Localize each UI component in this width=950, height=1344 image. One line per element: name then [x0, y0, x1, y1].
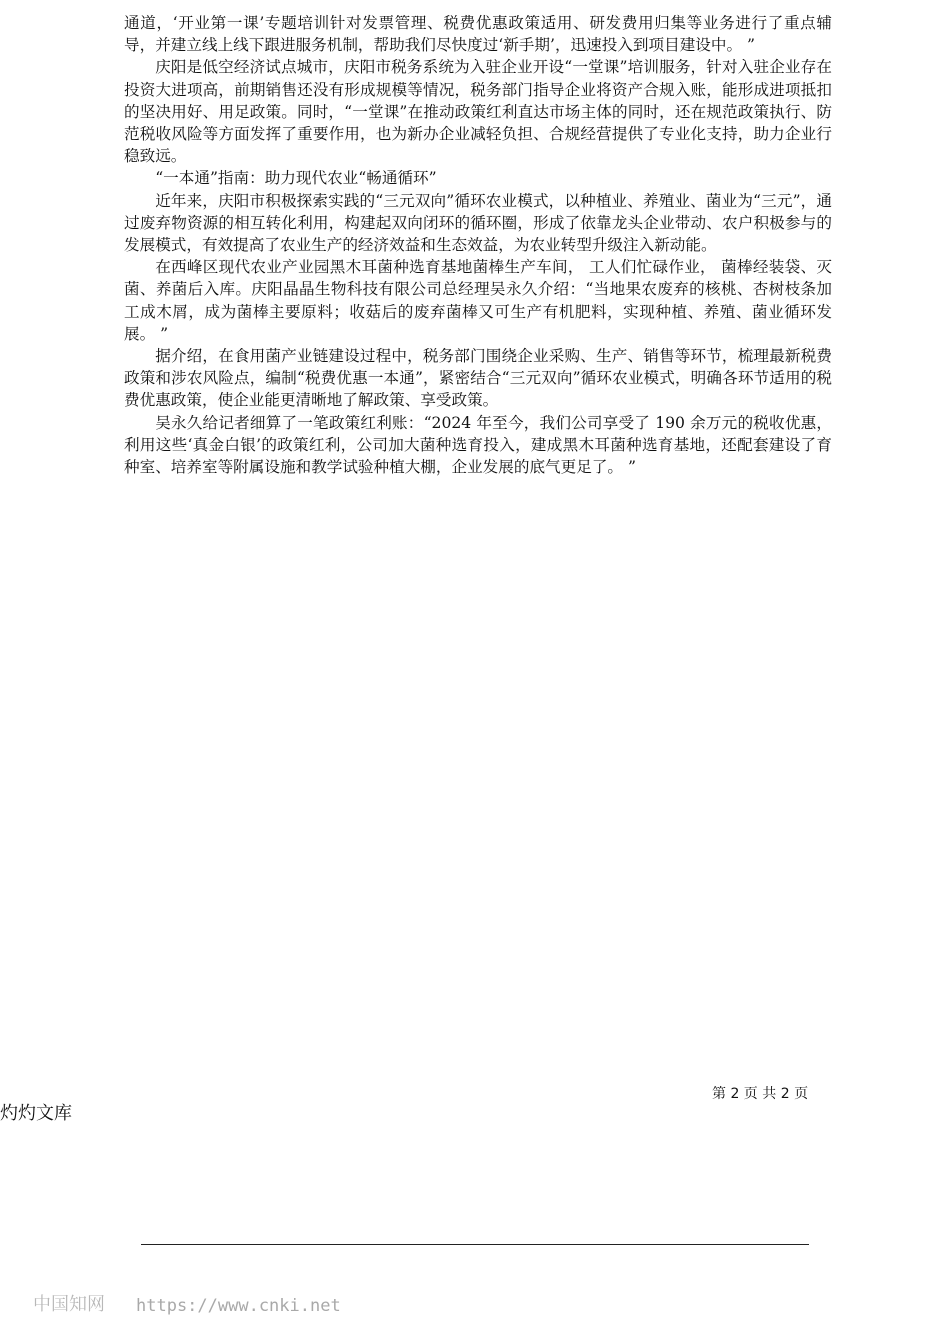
cnki-url[interactable]: https://www.cnki.net	[136, 1296, 341, 1316]
brand-label: 灼灼文库	[0, 1103, 72, 1124]
footer-divider	[141, 1244, 809, 1245]
paragraph-2: 庆阳是低空经济试点城市，庆阳市税务系统为入驻企业开设“一堂课”培训服务，针对入驻企业存在投资大进项高，前期销售还没有形成规模等情况，税务部门指导企业将资产合规入账，能形成进项抵扣的坚决用好、用足政策。同时，“一堂课”在推动政策红利直达市场主体的同时，还在规范政策执行、防范税收风险等方面发挥了重要作用，也为新办企业减轻负担、合规经营提供了专业化支持，助力企业行稳致远。	[124, 58, 832, 166]
section-heading: “一本通”指南：助力现代农业“畅通循环”	[155, 169, 437, 188]
paragraph-5: 据介绍，在食用菌产业链建设过程中，税务部门围绕企业采购、生产、销售等环节，梳理最新税费政策和涉农风险点，编制“税费优惠一本通”，紧密结合“三元双向”循环农业模式，明确各环节适用的税费优惠政策，使企业能更清晰地了解政策、享受政策。	[124, 347, 832, 410]
paragraph-4: 在西峰区现代农业产业园黑木耳菌种选育基地菌棒生产车间， 工人们忙碌作业， 菌棒经装袋、灭菌、养菌后入库。庆阳晶晶生物科技有限公司总经理吴永久介绍：“当地果农废弃的核桃、杏树枝条加工成木屑，成为菌棒主要原料；收菇后的废弃菌棒又可生产有机肥料，实现种植、养殖、菌业循环发展。 ”	[124, 258, 832, 343]
paragraph-1: 通道，‘开业第一课’专题培训针对发票管理、税费优惠政策适用、研发费用归集等业务进行了重点辅导，并建立线上线下跟进服务机制，帮助我们尽快度过‘新手期’，迅速投入到项目建设中。 ”	[124, 14, 832, 55]
page-number: 第 2 页 共 2 页	[712, 1086, 809, 1102]
paragraph-6: 吴永久给记者细算了一笔政策红利账：“2024 年至今，我们公司享受了 190 余万元的税收优惠，利用这些‘真金白银’的政策红利，公司加大菌种选育投入，建成黑木耳菌种选育基地，还配套建设了育种室、培养室等附属设施和教学试验种植大棚，企业发展的底气更足了。 ”	[124, 413, 832, 477]
paragraph-3: 近年来，庆阳市积极探索实践的“三元双向”循环农业模式，以种植业、养殖业、菌业为“三元”，通过废弃物资源的相互转化利用，构建起双向闭环的循环圈，形成了依靠龙头企业带动、农户积极参与的发展模式，有效提高了农业生产的经济效益和生态效益，为农业转型升级注入新动能。	[124, 191, 832, 255]
cnki-logo: 中国知网	[33, 1294, 105, 1315]
article-body	[124, 12, 832, 478]
